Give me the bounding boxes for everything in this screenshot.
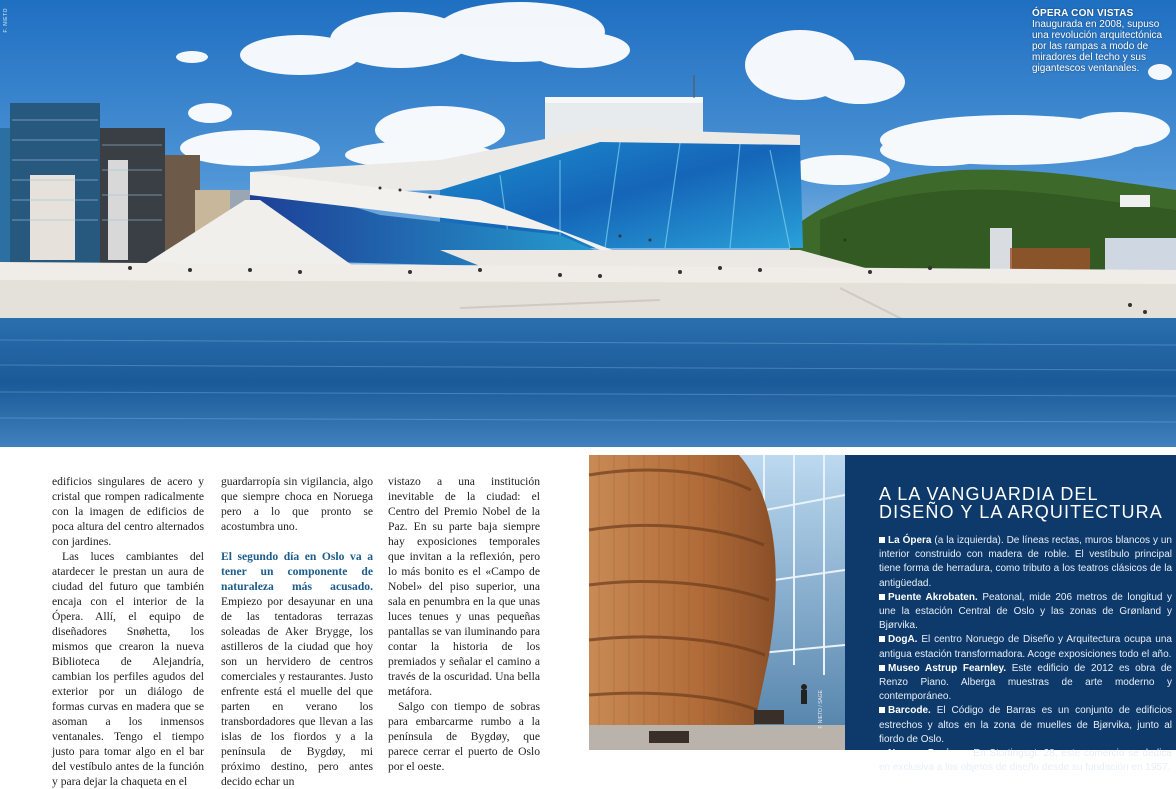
bullet-square-icon [879, 594, 885, 600]
item-text: El Código de Barras es un conjunto de edificios estrechos y altos en la zona de muelles de Bjørvika, junto al fiordo de Oslo. [879, 705, 1172, 745]
paragraph: Las luces cambiantes del atardecer le prestan un aura de ciudad del futuro que también encaja con el interior de la Ópera. Allí, el equipo de diseñadores Snøhetta, los mismos que crearon la nueva Biblioteca de Alejandría, cambian los perfiles agudos del exterior por un diálogo de formas curvas en madera que se asoman a los inmensos ventanales. Tengo el tiempo justo para tomar algo en el bar del vestíbulo antes de la función y para dejar la chaqueta en el [52, 550, 204, 788]
list-item [879, 662, 1172, 705]
lead-sentence [221, 549, 373, 789]
fjord-water [0, 318, 1176, 447]
bullet-square-icon [879, 707, 885, 713]
lead-highlight: El segundo día en Oslo va a tener un componente de naturaleza más acusado. [221, 550, 373, 593]
bullet-square-icon [879, 665, 885, 671]
text-column-2 [221, 474, 373, 789]
sidebar-list [879, 534, 1172, 775]
item-text: El centro Noruego de Diseño y Arquitectura ocupa una antigua estación transformadora. Acoge exposiciones todo el año. [879, 634, 1172, 660]
text-column-3 [388, 474, 540, 774]
item-name: Museo Astrup Fearnley. [888, 662, 1007, 674]
item-name: DogA. [888, 634, 918, 646]
interior-photo-credit: F. NIETO / SAGE [818, 690, 824, 729]
item-name: Norway Designs. [888, 748, 970, 760]
list-item [879, 591, 1172, 634]
bullet-square-icon [879, 636, 885, 642]
bullet-square-icon [879, 750, 885, 756]
caption-title: ÓPERA CON VISTAS [1032, 8, 1134, 19]
paragraph: Salgo con tiempo de sobras para embarcarme rumbo a la península de Bygdøy, que parece cerrar el puerto de Oslo por el oeste. [388, 700, 540, 773]
item-text: Peatonal, mide 206 metros de longitud y une la estación Central de Oslo y las zonas de Grønland y Bjørvika. [879, 591, 1172, 632]
item-name: La Ópera [888, 535, 932, 546]
paragraph: vistazo a una institución inevitable de la ciudad: el Centro del Premio Nobel de la Paz. En su parte baja siempre hay exposiciones temporales que invitan a la reflexión, pero lo más bonito es el «Campo de Nobel» del piso superior, una sala en penumbra en la que unas luces tenues y unas pequeñas pantallas se van iluminando para contar la historia de los premiados y señalar el camino a través de la oscuridad. Una bella metáfora. [388, 475, 540, 698]
photo-caption [1032, 8, 1172, 74]
list-item [879, 747, 1172, 775]
interior-photo-opera-lobby [589, 455, 845, 750]
list-item [879, 534, 1172, 591]
text-column-1 [52, 474, 204, 789]
bullet-square-icon [879, 537, 885, 543]
list-item [879, 704, 1172, 747]
item-name: Puente Akrobaten. [888, 591, 978, 603]
item-text: En Stortingsgt. 28, este comercio se dedica en exclusiva a los objetos de diseño desde su fundación en 1957. [879, 748, 1172, 774]
paragraph: guardarropía sin vigilancia, algo que siempre choca en Noruega pero a lo que pronto se acostumbra uno. [221, 475, 373, 533]
paragraph-continuation: Empiezo por desayunar en una de las tentadoras terrazas soleadas de Aker Brygge, los astilleros de la ciudad que hoy son un hervidero de centros comerciales y restaurantes. Justo enfrente está el muelle del que parten en verano los transbordadores que llevan a las islas de los fiordos y a la península de Bygdøy, mi próximo destino, pero antes decido echar un [221, 595, 373, 788]
sidebar-design-architecture [845, 455, 1176, 774]
list-item [879, 633, 1172, 661]
photo-credit: F. NIETO [3, 8, 9, 33]
sidebar-title: A LA VANGUARDIA DEL DISEÑO Y LA ARQUITECTURA [879, 484, 1163, 522]
item-text: (a la izquierda). De líneas rectas, muros blancos y un interior construido con madera de roble. El vestíbulo principal tiene forma de herradura, como tributo a los teatros clásicos de la antigüedad. [879, 535, 1172, 589]
wooden-wall-photo [589, 455, 845, 750]
item-name: Barcode. [888, 705, 931, 717]
caption-text: Inaugurada en 2008, supuso una revolución arquitectónica por las rampas a modo de miradores del techo y sus gigantescos ventanales. [1032, 19, 1163, 74]
paragraph: edificios singulares de acero y cristal que rompen radicalmente con la imagen de edificios de poca altura del centro alternados con jardines. [52, 475, 204, 548]
item-text: Este edificio de 2012 es obra de Renzo Piano. Alberga muestras de arte moderno y contemporáneo. [879, 662, 1172, 703]
